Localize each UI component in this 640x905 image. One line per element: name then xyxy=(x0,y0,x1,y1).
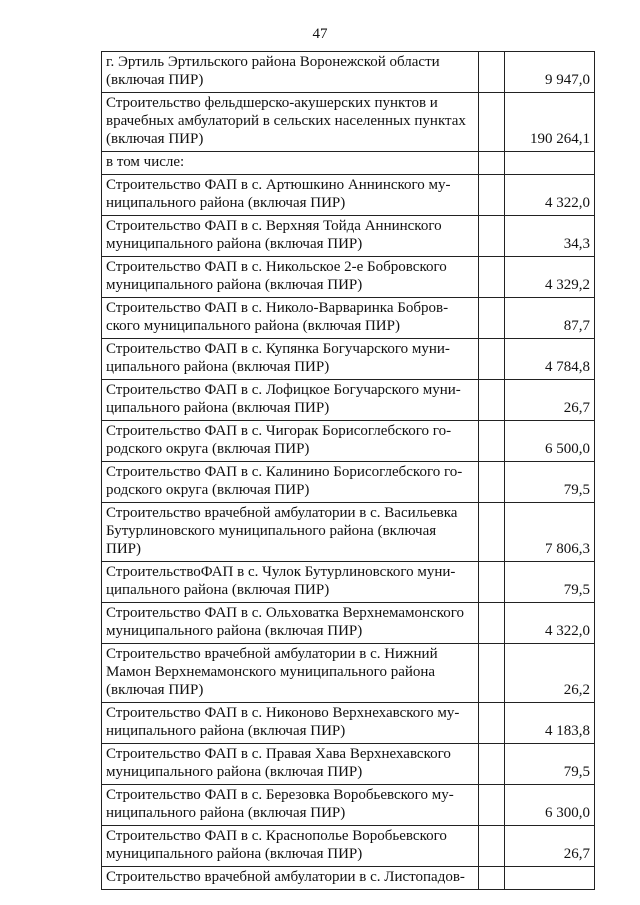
description-line: Строительство врачебной амбулатории в с. Нижний xyxy=(106,646,438,662)
row-amount: 9 947,0 xyxy=(505,52,595,93)
description-line: муниципального района (включая ПИР) xyxy=(106,764,363,780)
description-line: Строительство фельдшерско-акушерских пунктов и xyxy=(106,95,438,111)
row-amount xyxy=(505,867,595,890)
table-row xyxy=(102,562,595,603)
description-line: ниципального района (включая ПИР) xyxy=(106,805,346,821)
row-amount: 79,5 xyxy=(505,562,595,603)
row-amount: 87,7 xyxy=(505,298,595,339)
row-empty-column xyxy=(479,867,505,890)
row-empty-column xyxy=(479,703,505,744)
row-empty-column xyxy=(479,152,505,175)
table-row xyxy=(102,298,595,339)
row-empty-column xyxy=(479,380,505,421)
table-row xyxy=(102,603,595,644)
row-amount: 4 322,0 xyxy=(505,603,595,644)
description-line: Строительство ФАП в с. Верхняя Тойда Аннинского xyxy=(106,218,442,234)
description-line: родского округа (включая ПИР) xyxy=(106,482,310,498)
row-description xyxy=(102,703,479,744)
row-description xyxy=(102,175,479,216)
row-amount: 6 500,0 xyxy=(505,421,595,462)
description-line: муниципального района (включая ПИР) xyxy=(106,277,363,293)
row-amount: 4 183,8 xyxy=(505,703,595,744)
description-line: Мамон Верхнемамонского муниципального района xyxy=(106,664,436,680)
description-line: Строительство ФАП в с. Калинино Борисоглебского го- xyxy=(106,464,463,480)
row-description xyxy=(102,644,479,703)
description-line: Строительство ФАП в с. Лофицкое Богучарского муни- xyxy=(106,382,461,398)
row-description xyxy=(102,867,479,890)
table-row xyxy=(102,744,595,785)
row-empty-column xyxy=(479,421,505,462)
description-line: (включая ПИР) xyxy=(106,72,204,88)
description-line: Бутурлиновского муниципального района (включая xyxy=(106,523,437,539)
table-row xyxy=(102,867,595,890)
row-amount: 190 264,1 xyxy=(505,93,595,152)
description-line: врачебных амбулаторий в сельских населенных пунктах xyxy=(106,113,466,129)
description-line: Строительство ФАП в с. Правая Хава Верхнехавского xyxy=(106,746,451,762)
row-empty-column xyxy=(479,257,505,298)
description-line: г. Эртиль Эртильского района Воронежской области xyxy=(106,54,440,70)
row-description xyxy=(102,339,479,380)
description-line: муниципального района (включая ПИР) xyxy=(106,236,363,252)
row-empty-column xyxy=(479,785,505,826)
row-description xyxy=(102,93,479,152)
table-row xyxy=(102,644,595,703)
row-empty-column xyxy=(479,175,505,216)
row-description xyxy=(102,562,479,603)
row-description xyxy=(102,257,479,298)
row-empty-column xyxy=(479,52,505,93)
row-description xyxy=(102,216,479,257)
row-description xyxy=(102,421,479,462)
description-line: ПИР) xyxy=(106,541,142,557)
row-description xyxy=(102,462,479,503)
row-description xyxy=(102,503,479,562)
description-line: Строительство ФАП в с. Никольское 2-е Бобровского xyxy=(106,259,447,275)
row-empty-column xyxy=(479,298,505,339)
description-line: ниципального района (включая ПИР) xyxy=(106,195,346,211)
row-description xyxy=(102,380,479,421)
description-line: родского округа (включая ПИР) xyxy=(106,441,310,457)
row-description xyxy=(102,785,479,826)
table-row xyxy=(102,785,595,826)
description-line: Строительство ФАП в с. Чигорак Борисоглебского го- xyxy=(106,423,452,439)
description-line: Строительство ФАП в с. Никоново Верхнехавского му- xyxy=(106,705,460,721)
row-amount: 26,7 xyxy=(505,380,595,421)
description-line: Строительство врачебной амбулатории в с. Листопадов- xyxy=(106,869,465,885)
row-amount: 26,2 xyxy=(505,644,595,703)
row-amount: 4 322,0 xyxy=(505,175,595,216)
row-empty-column xyxy=(479,93,505,152)
table-row xyxy=(102,421,595,462)
row-empty-column xyxy=(479,826,505,867)
description-line: муниципального района (включая ПИР) xyxy=(106,846,363,862)
description-line: ципального района (включая ПИР) xyxy=(106,582,330,598)
row-amount: 26,7 xyxy=(505,826,595,867)
page-number: 47 xyxy=(312,26,328,42)
row-amount xyxy=(505,152,595,175)
row-amount: 6 300,0 xyxy=(505,785,595,826)
table-row xyxy=(102,175,595,216)
table-row xyxy=(102,257,595,298)
description-line: СтроительствоФАП в с. Чулок Бутурлиновского муни- xyxy=(106,564,456,580)
description-line: Строительство ФАП в с. Николо-Варваринка Бобров- xyxy=(106,300,449,316)
description-line: ниципального района (включая ПИР) xyxy=(106,723,346,739)
row-amount: 34,3 xyxy=(505,216,595,257)
budget-table xyxy=(101,51,595,890)
description-line: ципального района (включая ПИР) xyxy=(106,359,330,375)
table-row xyxy=(102,380,595,421)
table-row xyxy=(102,462,595,503)
table-row xyxy=(102,703,595,744)
row-amount: 79,5 xyxy=(505,462,595,503)
row-empty-column xyxy=(479,503,505,562)
description-line: (включая ПИР) xyxy=(106,131,204,147)
row-empty-column xyxy=(479,644,505,703)
description-line: в том числе: xyxy=(106,154,185,170)
row-description xyxy=(102,52,479,93)
table-row xyxy=(102,52,595,93)
description-line: ципального района (включая ПИР) xyxy=(106,400,330,416)
row-empty-column xyxy=(479,216,505,257)
row-description xyxy=(102,152,479,175)
row-amount: 7 806,3 xyxy=(505,503,595,562)
table-row xyxy=(102,503,595,562)
row-empty-column xyxy=(479,562,505,603)
row-amount: 79,5 xyxy=(505,744,595,785)
description-line: (включая ПИР) xyxy=(106,682,204,698)
row-description xyxy=(102,603,479,644)
row-description xyxy=(102,826,479,867)
table-row xyxy=(102,826,595,867)
table-row xyxy=(102,339,595,380)
description-line: Строительство ФАП в с. Березовка Воробьевского му- xyxy=(106,787,454,803)
description-line: муниципального района (включая ПИР) xyxy=(106,623,363,639)
row-amount: 4 784,8 xyxy=(505,339,595,380)
description-line: Строительство ФАП в с. Краснополье Воробьевского xyxy=(106,828,447,844)
row-empty-column xyxy=(479,339,505,380)
description-line: Строительство ФАП в с. Ольховатка Верхнемамонского xyxy=(106,605,465,621)
description-line: ского муниципального района (включая ПИР) xyxy=(106,318,400,334)
description-line: Строительство врачебной амбулатории в с. Васильевка xyxy=(106,505,458,521)
table-row xyxy=(102,216,595,257)
row-amount: 4 329,2 xyxy=(505,257,595,298)
table-row xyxy=(102,93,595,152)
description-line: Строительство ФАП в с. Купянка Богучарского муни- xyxy=(106,341,450,357)
row-description xyxy=(102,744,479,785)
table-row xyxy=(102,152,595,175)
description-line: Строительство ФАП в с. Артюшкино Аннинского му- xyxy=(106,177,451,193)
row-description xyxy=(102,298,479,339)
budget-table-body xyxy=(102,52,595,890)
row-empty-column xyxy=(479,462,505,503)
row-empty-column xyxy=(479,744,505,785)
row-empty-column xyxy=(479,603,505,644)
